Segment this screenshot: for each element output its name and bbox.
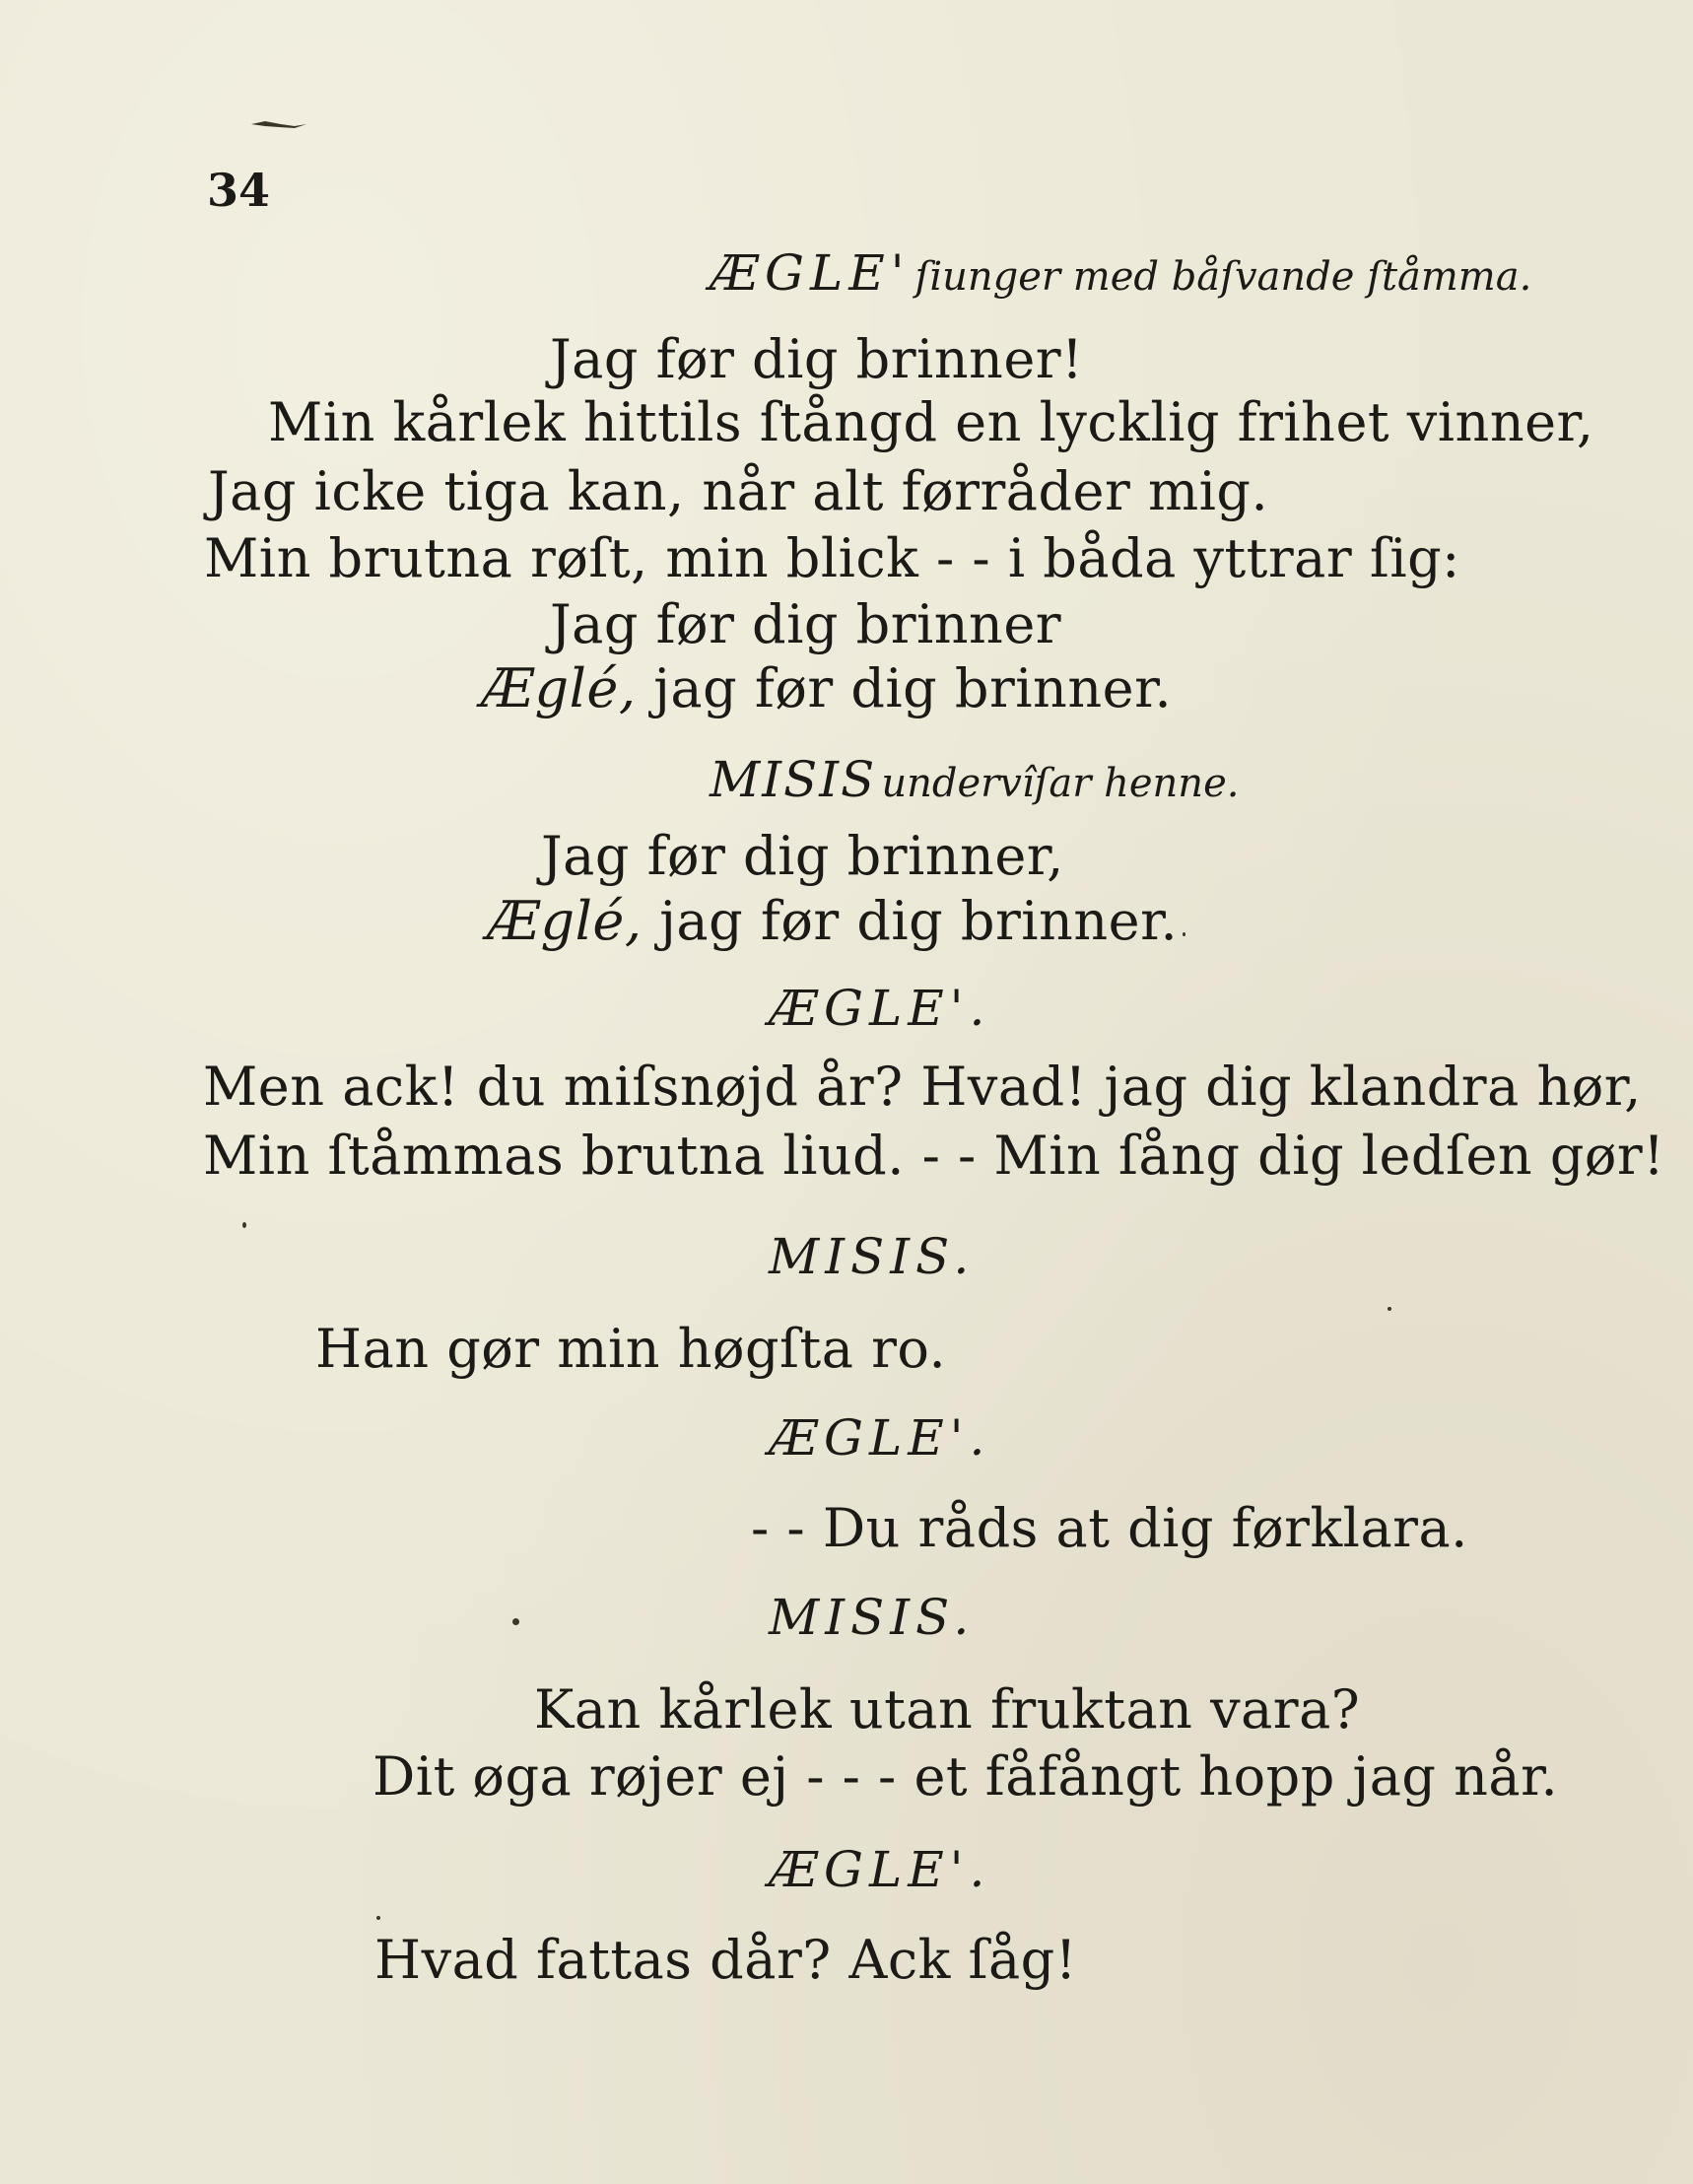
paper-speck: [512, 1618, 519, 1625]
verse-line: Hvad fattas dår? Ack ſåg!: [374, 1929, 1077, 1991]
speaker-heading: MISIS.: [769, 1589, 976, 1646]
verse-line: [487, 890, 1179, 952]
speaker-heading: MISIS.: [769, 1228, 976, 1285]
speaker-name: MISIS: [710, 751, 877, 808]
stage-direction: [710, 751, 1240, 808]
paper-speck: [376, 1916, 380, 1920]
paper-speck: [1183, 932, 1185, 936]
verse-line: Jag icke tiga kan, når alt førråder mig.: [208, 460, 1269, 522]
verse-text: jag før dig brinner.: [653, 657, 1173, 719]
page-number: 34: [207, 164, 271, 217]
verse-line: Jag før dig brinner!: [550, 328, 1084, 390]
verse-line: Dit øga røjer ej - - - et fåfångt hopp jag når.: [372, 1745, 1559, 1808]
speaker-heading: ÆGLE'.: [769, 1409, 991, 1467]
verse-line: Men ack! du miſsnøjd år? Hvad! jag dig klandra hør,: [203, 1056, 1642, 1118]
paper-speck: [1388, 1307, 1391, 1311]
verse-line: Min brutna røſt, min blick - - i båda yttrar ſig:: [204, 527, 1460, 589]
paper-speck: [242, 1222, 246, 1228]
verse-line: Kan kårlek utan fruktan vara?: [534, 1678, 1361, 1740]
verse-line: Han gør min høgſta ro.: [315, 1318, 947, 1380]
verse-line: Min ſtåmmas brutna liud. - - Min ſång dig ledſen gør!: [203, 1125, 1665, 1187]
character-name: Æglé,: [481, 657, 637, 719]
character-name: Æglé,: [487, 890, 643, 952]
speaker-heading: ÆGLE'.: [769, 1841, 991, 1898]
verse-line: Jag før dig brinner: [550, 593, 1062, 655]
direction-text: ſiunger med båſvande ſtåmma.: [914, 254, 1532, 300]
verse-line: - - Du råds at dig førklara.: [751, 1497, 1468, 1559]
ornament-mark: [251, 120, 306, 129]
speaker-name: ÆGLE': [710, 244, 911, 302]
stage-direction: [710, 244, 1532, 302]
verse-line: [481, 657, 1173, 719]
direction-text: undervîſar henne.: [881, 761, 1240, 806]
verse-line: Min kårlek hittils ſtångd en lycklig frihet vinner,: [268, 391, 1594, 453]
speaker-heading: ÆGLE'.: [769, 980, 991, 1037]
verse-line: Jag før dig brinner,: [541, 825, 1064, 887]
verse-text: jag før dig brinner.: [659, 890, 1179, 952]
